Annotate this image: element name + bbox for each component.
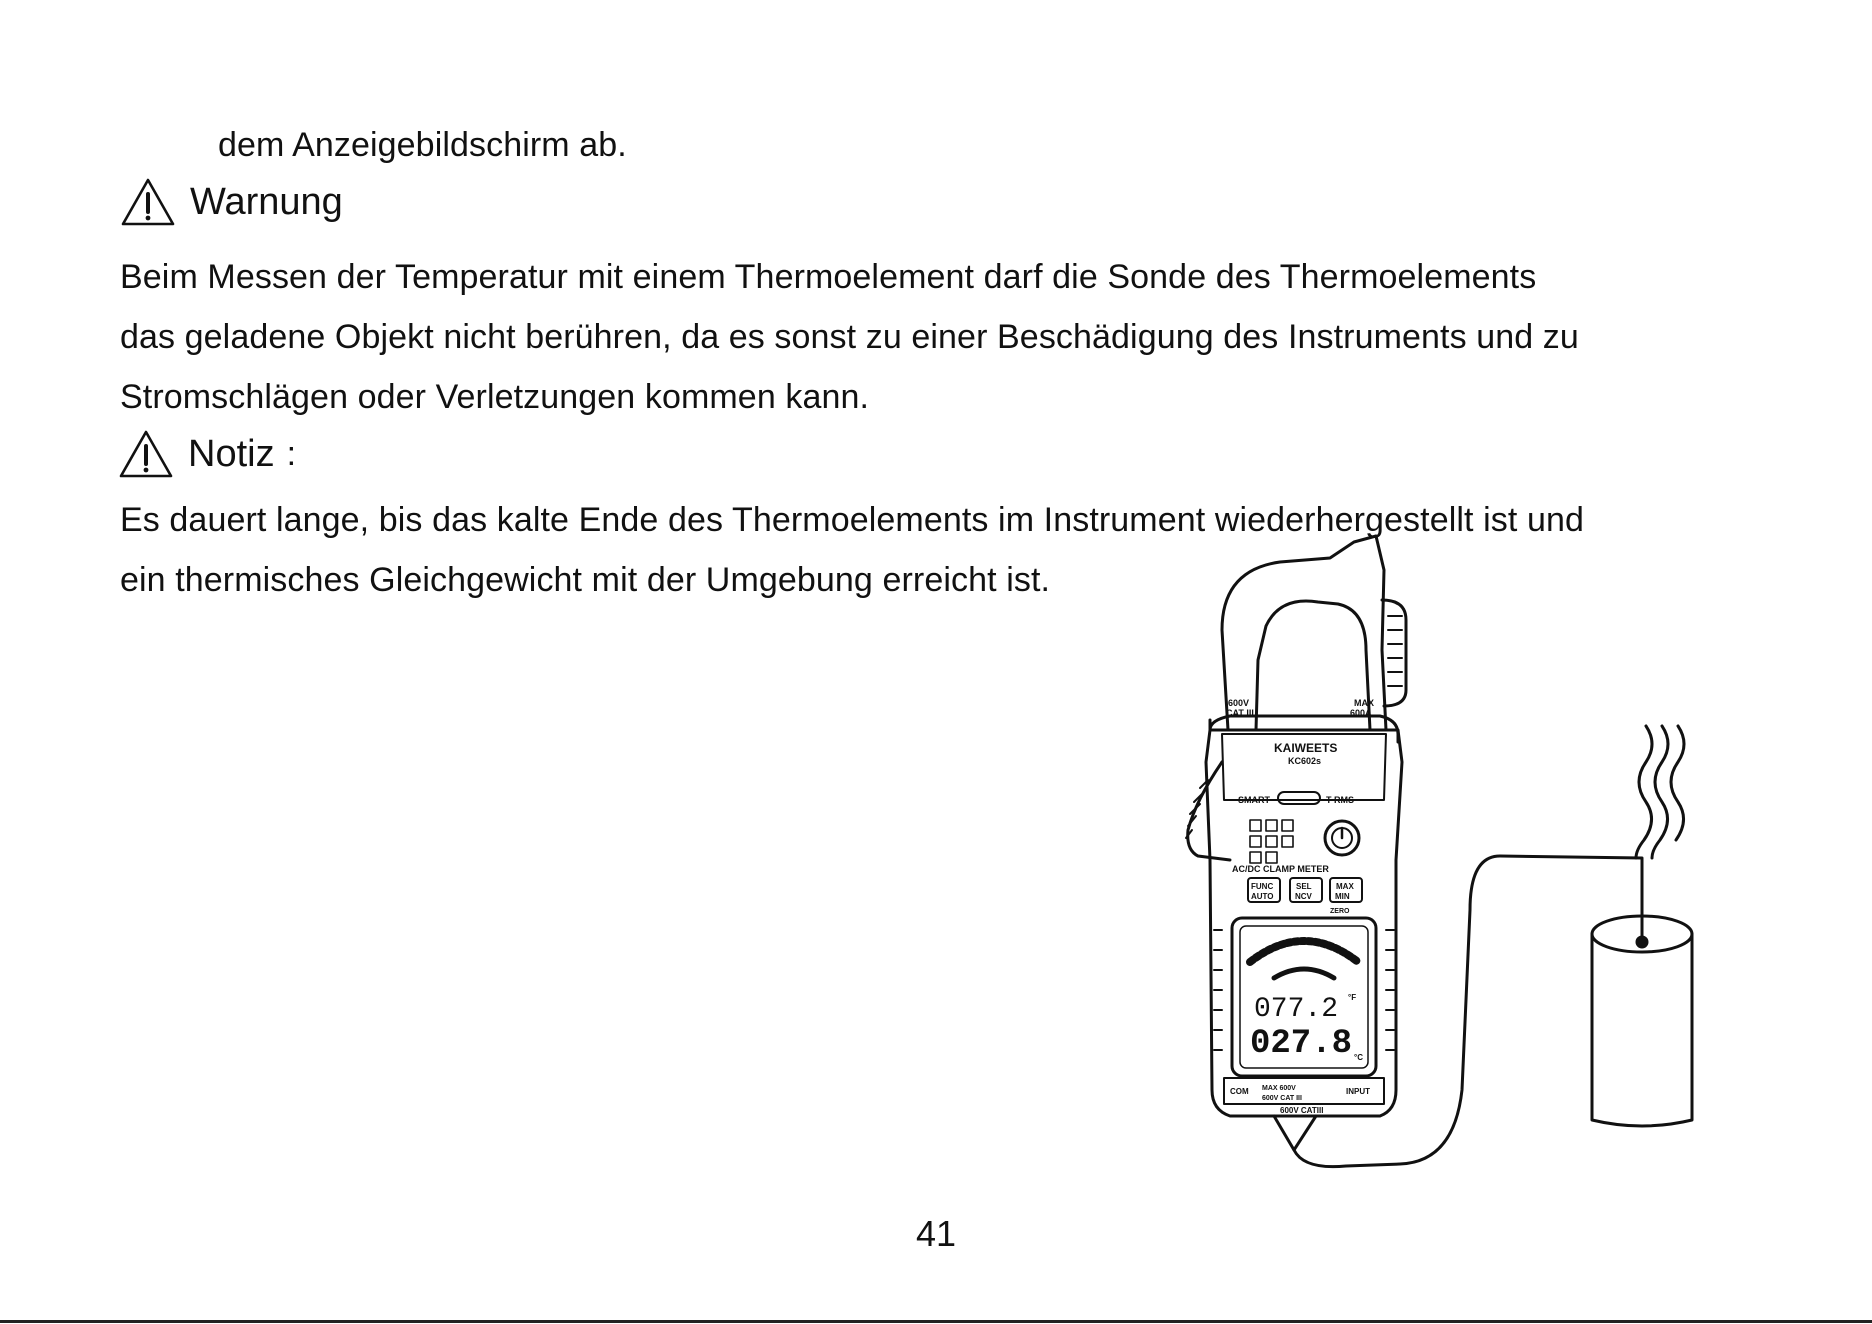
sel-button-sub: NCV bbox=[1295, 892, 1312, 901]
max-voltage-label: MAX 600V bbox=[1262, 1085, 1296, 1092]
bottom-cat-label: 600V CATIII bbox=[1280, 1106, 1324, 1115]
warning-line-1: Beim Messen der Temperatur mit einem Thermoelement darf die Sonde des Thermoelements bbox=[120, 258, 1537, 296]
warning-triangle-icon bbox=[120, 176, 176, 228]
jaw-left-cat: CAT III bbox=[1226, 708, 1254, 718]
cat-rating-label: 600V CAT III bbox=[1262, 1095, 1302, 1102]
warning-heading bbox=[120, 176, 343, 228]
max-button-label[interactable]: MAX bbox=[1336, 882, 1354, 891]
note-title: Notiz bbox=[188, 433, 275, 475]
max-button-sub: MIN bbox=[1335, 892, 1350, 901]
com-label: COM bbox=[1230, 1087, 1249, 1096]
clamp-meter-thermocouple-figure bbox=[1170, 530, 1710, 1170]
func-button-sub: AUTO bbox=[1251, 892, 1274, 901]
page-number: 41 bbox=[915, 1213, 957, 1254]
warning-title: Warnung bbox=[190, 181, 343, 223]
page-bottom-rule bbox=[0, 1320, 1872, 1323]
note-line-2: ein thermisches Gleichgewicht mit der Umgebung erreicht ist. bbox=[120, 561, 1051, 599]
smart-label: SMART bbox=[1238, 795, 1270, 805]
input-label: INPUT bbox=[1346, 1087, 1370, 1096]
unit-celsius: °C bbox=[1354, 1053, 1363, 1062]
meter-brand: KAIWEETS bbox=[1274, 741, 1338, 755]
trms-label: T-RMS bbox=[1326, 795, 1354, 805]
note-heading bbox=[118, 428, 296, 480]
warning-line-2: das geladene Objekt nicht berühren, da es sonst zu einer Beschädigung des Instruments und zu bbox=[120, 318, 1579, 356]
note-line-1: Es dauert lange, bis das kalte Ende des Thermoelements im Instrument wiederhergestellt ist und bbox=[120, 501, 1584, 539]
warning-triangle-icon bbox=[118, 428, 174, 480]
heat-waves bbox=[1636, 726, 1684, 858]
jaw-left-volt: 600V bbox=[1228, 698, 1250, 708]
unit-fahrenheit: °F bbox=[1348, 993, 1357, 1002]
meter-type-label: AC/DC CLAMP METER bbox=[1232, 864, 1329, 874]
note-colon: : bbox=[286, 435, 297, 473]
reading-celsius: 027.8 bbox=[1250, 1025, 1353, 1063]
func-button-label[interactable]: FUNC bbox=[1251, 882, 1274, 891]
meter-model: KC602s bbox=[1288, 756, 1322, 766]
beaker bbox=[1592, 934, 1692, 1126]
thermocouple-probe-tip bbox=[1637, 937, 1647, 947]
reading-fahrenheit: 077.2 bbox=[1254, 994, 1339, 1025]
warning-line-3: Stromschlägen oder Verletzungen kommen kann. bbox=[120, 378, 870, 416]
intro-tail-text: dem Anzeigebildschirm ab. bbox=[218, 126, 627, 164]
probe-lead-1 bbox=[1274, 1116, 1316, 1150]
zero-label: ZERO bbox=[1330, 908, 1350, 915]
jaw-right-amp: 600A bbox=[1350, 708, 1372, 718]
jaw-right-max: MAX bbox=[1354, 698, 1374, 708]
sel-button-label[interactable]: SEL bbox=[1296, 882, 1312, 891]
